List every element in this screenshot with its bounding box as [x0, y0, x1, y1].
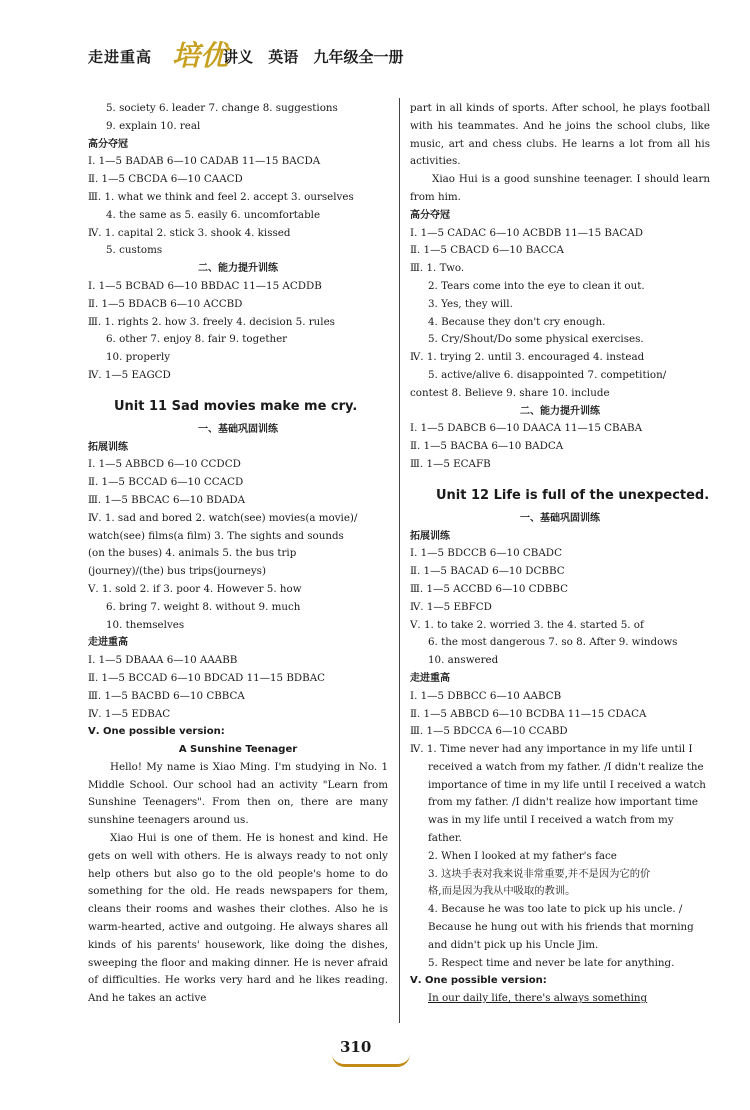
answer-line: Ⅴ. One possible version: [88, 726, 225, 738]
answer-line: 9. explain 10. real [106, 119, 201, 132]
answer-line: Ⅳ. 1—5 EDBAC [88, 707, 171, 720]
answer-line: Ⅰ. 1—5 DBBCC 6—10 AABCB [410, 689, 562, 702]
page-number: 310 [340, 1038, 372, 1056]
answer-line: Ⅲ. 1. rights 2. how 3. freely 4. decision 5. rules [88, 315, 335, 328]
section-label-gfdg: 高分夺冠 [410, 209, 450, 221]
answer-line: 4. the same as 5. easily 6. uncomfortable [106, 208, 321, 221]
answer-line: and didn't pick up his Uncle Jim. [428, 938, 599, 951]
answer-line: Ⅲ. 1—5 ECAFB [410, 457, 491, 470]
unit-12-title: Unit 12 Life is full of the unexpected. [436, 487, 710, 503]
answer-line: (journey)/(the) bus trips(journeys) [88, 565, 266, 578]
answer-line: Ⅱ. 1—5 BCCAD 6—10 BDCAD 11—15 BDBAC [88, 671, 326, 684]
column-divider [399, 98, 400, 1023]
header-book-info: 讲义 英语 九年级全一册 [223, 48, 404, 66]
answer-line: 4. Because he was too late to pick up his uncle. / [428, 903, 683, 916]
answer-line: 10. answered [428, 654, 499, 667]
answer-line: 5. society 6. leader 7. change 8. suggestions [106, 102, 338, 114]
answer-line: Ⅰ. 1—5 ABBCD 6—10 CCDCD [88, 458, 241, 471]
answer-line: 6. other 7. enjoy 8. fair 9. together [106, 333, 288, 346]
answer-line: Ⅱ. 1—5 BCCAD 6—10 CCACD [88, 476, 244, 489]
essay-paragraph: Xiao Hui is one of them. He is honest and kind. He gets on well with others. He is always ready to not only help others but also go to the old people's home to do something for the old. He reads newspapers for them, cleans their rooms and washes their clothes. Also he is warm-hearted, active and outgoing. He always shares all kinds of his parents' housework, like doing the dishes, sweeping the floor and making dinner. He is never afraid of difficulties. He works very hard and he likes reading. And he takes an active [88, 832, 388, 1005]
answer-line: Ⅳ. 1—5 EAGCD [88, 368, 171, 381]
page-header [88, 36, 688, 76]
section-label-zjzg: 走进重高 [88, 637, 128, 649]
answer-line: 6. the most dangerous 7. so 8. After 9. windows [428, 636, 678, 649]
section-heading-jcgg: 一、基础巩固训练 [198, 423, 278, 435]
section-label-tzxl: 拓展训练 [410, 530, 450, 542]
header-brand-logo: 培优 [172, 39, 229, 72]
answer-line: Ⅱ. 1—5 CBCDA 6—10 CAACD [88, 173, 243, 186]
answer-line: father. [428, 832, 462, 845]
answer-line: Ⅰ. 1—5 CADAC 6—10 ACBDB 11—15 BACAD [410, 226, 643, 239]
header-series: 走进重高 [88, 48, 153, 66]
left-column [88, 100, 388, 1008]
section-heading-nltsh: 二、能力提升训练 [520, 405, 600, 417]
answer-line: Ⅰ. 1—5 BADAB 6—10 CADAB 11—15 BACDA [88, 155, 321, 168]
answer-line: 3. 这块手表对我来说非常重要,并不是因为它的价 [428, 867, 651, 880]
answer-line: received a watch from my father. /I didn't realize the [428, 760, 704, 773]
section-heading-jcgg: 一、基础巩固训练 [520, 512, 600, 524]
answer-line: Ⅰ. 1—5 BCBAD 6—10 BBDAC 11—15 ACDDB [88, 279, 322, 292]
answer-line: was in my life until I received a watch from my [428, 814, 674, 827]
section-label-zjzg: 走进重高 [410, 672, 450, 684]
answer-line: Ⅳ. 1. trying 2. until 3. encouraged 4. instead [410, 351, 645, 364]
section-label-tzxl: 拓展训练 [88, 441, 128, 453]
section-heading-nltsh: 二、能力提升训练 [198, 263, 278, 275]
page-footer [340, 1030, 420, 1070]
answer-line: Ⅳ. 1. capital 2. stick 3. shook 4. kissed [88, 226, 291, 239]
answer-line: 4. Because they don't cry enough. [428, 315, 606, 328]
answer-line: Ⅱ. 1—5 CBACD 6—10 BACCA [410, 244, 564, 257]
answer-line: watch(see) films(a film) 3. The sights and sounds [88, 529, 344, 542]
answer-line: Ⅰ. 1—5 DABCB 6—10 DAACA 11—15 CBABA [410, 422, 643, 435]
answer-line: Ⅳ. 1. sad and bored 2. watch(see) movies(a movie)/ [88, 511, 358, 524]
answer-line: Because he hung out with his friends that morning [428, 921, 694, 934]
answer-line: Ⅱ. 1—5 ABBCD 6—10 BCDBA 11—15 CDACA [410, 707, 647, 720]
decorative-swirl-icon [332, 1054, 410, 1067]
answer-line: from my father. /I didn't realize how important time [428, 796, 698, 809]
answer-line: Ⅰ. 1—5 DBAAA 6—10 AAABB [88, 654, 238, 667]
section-label-gfdg: 高分夺冠 [88, 138, 128, 150]
answer-line: 2. When I looked at my father's face [428, 849, 617, 862]
answer-line: Ⅳ. 1. Time never had any importance in my life until I [410, 743, 693, 756]
essay-paragraph: Xiao Hui is a good sunshine teenager. I should learn from him. [410, 173, 710, 203]
answer-line: 10. properly [106, 351, 171, 364]
answer-line: (on the buses) 4. animals 5. the bus trip [88, 547, 297, 560]
answer-line: 2. Tears come into the eye to clean it out. [428, 279, 645, 292]
answer-line: 格,而是因为我从中吸取的教训。 [428, 885, 576, 898]
answer-line: Ⅴ. 1. to take 2. worried 3. the 4. started 5. of [410, 618, 644, 631]
answer-line: Ⅱ. 1—5 BDACB 6—10 ACCBD [88, 297, 243, 310]
essay-first-line: In our daily life, there's always something [428, 992, 648, 1005]
answer-line: 10. themselves [106, 618, 185, 631]
answer-line: Ⅱ. 1—5 BACAD 6—10 DCBBC [410, 565, 565, 578]
answer-line: Ⅴ. One possible version: [410, 975, 547, 987]
answer-line: Ⅴ. 1. sold 2. if 3. poor 4. However 5. how [88, 582, 302, 595]
essay-title: A Sunshine Teenager [178, 744, 298, 756]
answer-line: Ⅲ. 1—5 BDCCA 6—10 CCABD [410, 725, 568, 738]
answer-line: 5. active/alive 6. disappointed 7. competition/ [428, 368, 667, 381]
answer-line: 5. customs [106, 244, 163, 257]
answer-line: Ⅳ. 1—5 EBFCD [410, 600, 492, 613]
answer-line: Ⅲ. 1—5 ACCBD 6—10 CDBBC [410, 582, 568, 595]
answer-line: 6. bring 7. weight 8. without 9. much [106, 600, 301, 613]
answer-line: 3. Yes, they will. [428, 297, 513, 310]
answer-line: contest 8. Believe 9. share 10. include [410, 386, 610, 399]
answer-line: Ⅲ. 1—5 BACBD 6—10 CBBCA [88, 689, 245, 702]
right-column [410, 100, 710, 1008]
answer-line: Ⅲ. 1. what we think and feel 2. accept 3. ourselves [88, 190, 354, 203]
answer-line: 5. Cry/Shout/Do some physical exercises. [428, 333, 644, 346]
essay-paragraph: Hello! My name is Xiao Ming. I'm studying in No. 1 Middle School. Our school had an activity "Learn from Sunshine Teenagers". From then on, there are many sunshine teenagers around us. [88, 760, 388, 827]
essay-paragraph: part in all kinds of sports. After school, he plays football with his teammates. And he joins the school clubs, like music, art and chess clubs. He learns a lot from all his activities. [410, 102, 710, 168]
answer-line: Ⅲ. 1—5 BBCAC 6—10 BDADA [88, 493, 246, 506]
answer-line: Ⅰ. 1—5 BDCCB 6—10 CBADC [410, 547, 562, 560]
answer-line: Ⅲ. 1. Two. [410, 262, 465, 275]
answer-line: Ⅱ. 1—5 BACBA 6—10 BADCA [410, 440, 564, 453]
answer-line: importance of time in my life until I received a watch [428, 778, 706, 791]
answer-line: 5. Respect time and never be late for anything. [428, 956, 675, 969]
unit-11-title: Unit 11 Sad movies make me cry. [114, 398, 358, 414]
